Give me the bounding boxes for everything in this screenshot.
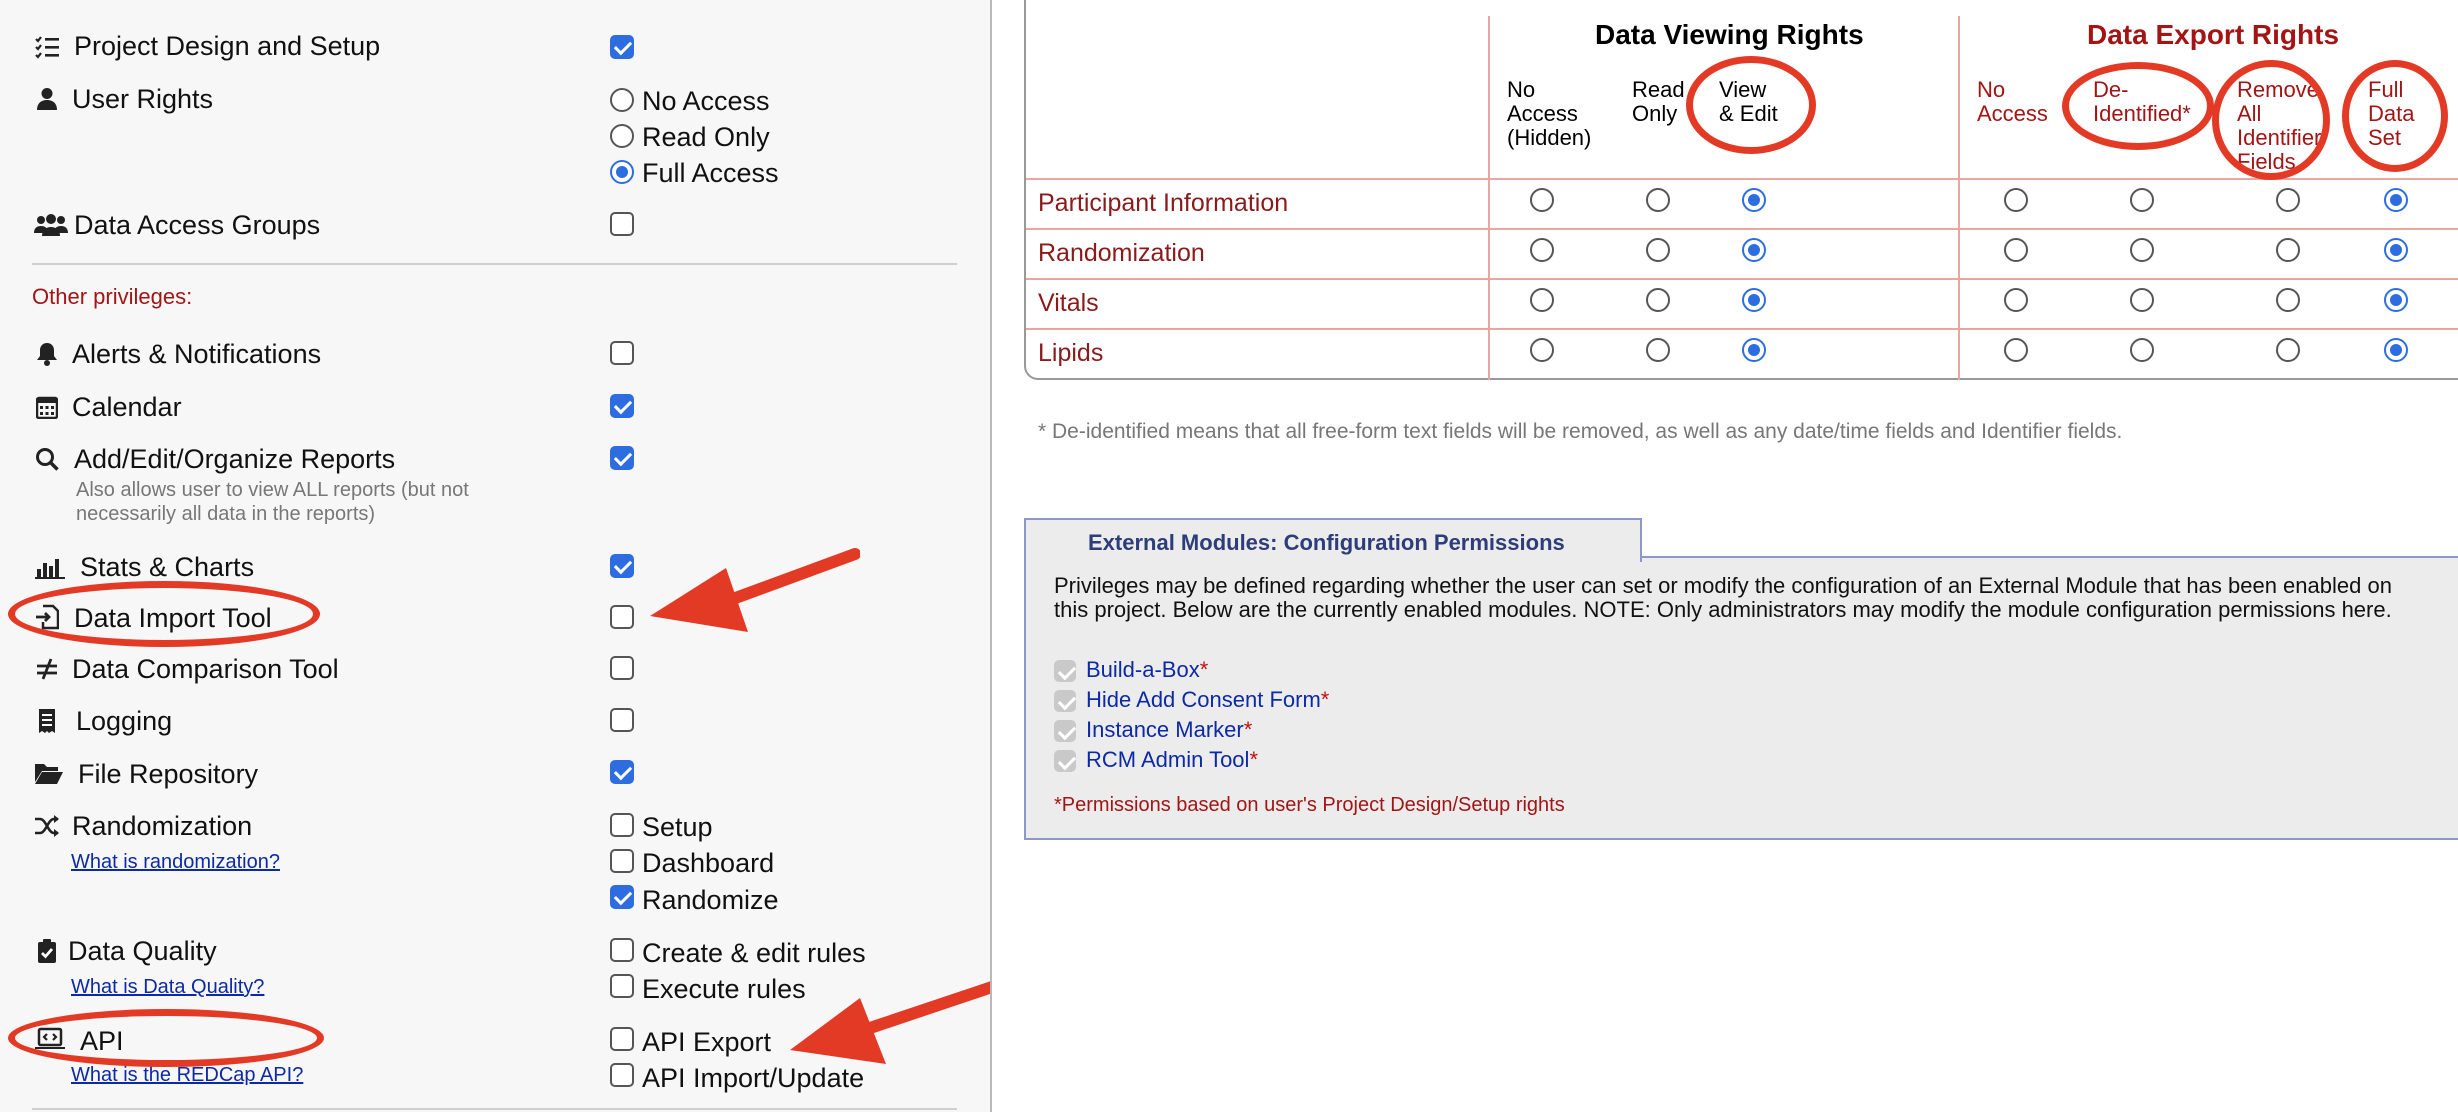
export-rights-radio[interactable] [2276, 288, 2300, 312]
module-checkbox [1054, 750, 1076, 772]
calendar-checkbox[interactable] [610, 394, 634, 418]
module-checkbox [1054, 660, 1076, 682]
module-asterisk: * [1243, 717, 1253, 742]
checkbox-label: API Import/Update [642, 1063, 865, 1093]
external-modules-description: Privileges may be defined regarding whether the user can set or modify the configuration of an External Module that has been enabled on this project. Below are the currently enabled modules. NOTE: Only administrators may modify the module configuration permissions here. [1054, 573, 2392, 622]
privilege-label: Stats & Charts [80, 552, 255, 582]
privilege-label: API [80, 1026, 124, 1056]
user-rights-no-access-radio[interactable] [610, 88, 634, 112]
privilege-label: Data Access Groups [74, 210, 321, 240]
reports-note: Also allows user to view ALL reports (but not necessarily all data in the reports) [76, 479, 469, 525]
alerts-checkbox[interactable] [610, 341, 634, 365]
col-header: Remove All Identifier Fields [2237, 77, 2322, 174]
privilege-label: User Rights [72, 84, 214, 114]
api-help-link[interactable]: What is the REDCap API? [71, 1064, 304, 1086]
logging-checkbox[interactable] [610, 708, 634, 732]
randomization-dashboard-checkbox[interactable] [610, 849, 634, 873]
randomization-randomize-checkbox[interactable] [610, 885, 634, 909]
viewing-rights-radio[interactable] [1646, 238, 1670, 262]
divider [32, 1108, 957, 1110]
rights-panel [992, 0, 2458, 1112]
radio-label: Full Access [642, 158, 779, 188]
table-divider [1026, 228, 2458, 230]
table-row-label: Vitals [1038, 289, 1099, 317]
deidentified-footnote: * De-identified means that all free-form text fields will be removed, as well as any date/time fields and Identifier fields. [1038, 420, 2123, 443]
col-header: No Access [1977, 77, 2048, 126]
export-rights-radio[interactable] [2004, 238, 2028, 262]
checkbox-label: Create & edit rules [642, 938, 866, 968]
checkbox-label: Execute rules [642, 974, 806, 1004]
annotation-arrow [780, 972, 992, 1072]
chart-icon [34, 554, 66, 580]
file-repository-checkbox[interactable] [610, 760, 634, 784]
col-header: No Access (Hidden) [1507, 77, 1592, 150]
export-rights-radio[interactable] [2004, 338, 2028, 362]
privilege-label: Project Design and Setup [74, 31, 381, 61]
export-rights-radio[interactable] [2004, 188, 2028, 212]
laptop-code-icon [34, 1026, 66, 1052]
table-row-label: Lipids [1038, 339, 1104, 367]
col-header: Read Only [1632, 77, 1685, 126]
annotation-arrow [640, 540, 860, 640]
privilege-label: Randomization [72, 811, 253, 841]
checkbox-label: API Export [642, 1027, 772, 1057]
data-access-groups-checkbox[interactable] [610, 212, 634, 236]
randomization-help-link[interactable]: What is randomization? [71, 851, 280, 873]
stats-checkbox[interactable] [610, 554, 634, 578]
user-icon [34, 86, 60, 112]
export-rights-radio[interactable] [2384, 188, 2408, 212]
viewing-rights-radio[interactable] [1646, 288, 1670, 312]
export-rights-radio[interactable] [2276, 238, 2300, 262]
table-divider [1026, 178, 2458, 180]
file-import-icon [34, 604, 60, 630]
table-divider [1026, 328, 2458, 330]
export-rights-radio[interactable] [2130, 338, 2154, 362]
receipt-icon [34, 708, 60, 734]
table-divider [1958, 16, 1960, 380]
checkbox-label: Dashboard [642, 848, 775, 878]
project-design-checkbox[interactable] [610, 35, 634, 59]
export-rights-radio[interactable] [2384, 338, 2408, 362]
api-export-checkbox[interactable] [610, 1027, 634, 1051]
export-rights-radio[interactable] [2384, 288, 2408, 312]
privilege-label: Add/Edit/Organize Reports [74, 444, 396, 474]
export-rights-radio[interactable] [2276, 188, 2300, 212]
viewing-rights-radio[interactable] [1742, 338, 1766, 362]
viewing-rights-radio[interactable] [1742, 188, 1766, 212]
radio-label: Read Only [642, 122, 770, 152]
export-rights-title: Data Export Rights [2087, 19, 2340, 50]
randomization-setup-checkbox[interactable] [610, 813, 634, 837]
user-rights-full-access-radio[interactable] [610, 160, 634, 184]
viewing-rights-radio[interactable] [1742, 238, 1766, 262]
module-asterisk: * [1249, 747, 1258, 772]
privilege-label: Data Import Tool [74, 603, 272, 633]
clipboard-check-icon [34, 938, 60, 964]
privilege-label: File Repository [78, 759, 259, 789]
data-comparison-checkbox[interactable] [610, 656, 634, 680]
tasks-icon [34, 34, 60, 60]
export-rights-radio[interactable] [2276, 338, 2300, 362]
col-header: View & Edit [1719, 77, 1778, 126]
viewing-rights-radio[interactable] [1742, 288, 1766, 312]
col-header: Full Data Set [2368, 77, 2415, 150]
dq-execute-checkbox[interactable] [610, 974, 634, 998]
col-header: De- Identified* [2093, 77, 2191, 126]
table-row-label: Participant Information [1038, 189, 1289, 217]
table-row-label: Randomization [1038, 239, 1205, 267]
privilege-label: Data Comparison Tool [72, 654, 339, 684]
external-modules-tab-label: External Modules: Configuration Permissions [1088, 530, 1565, 555]
privilege-label: Alerts & Notifications [72, 339, 322, 369]
export-rights-radio[interactable] [2384, 238, 2408, 262]
privilege-label: Logging [76, 706, 173, 736]
user-rights-read-only-radio[interactable] [610, 124, 634, 148]
viewing-rights-title: Data Viewing Rights [1595, 19, 1864, 50]
radio-label: No Access [642, 86, 770, 116]
module-asterisk: * [1199, 657, 1209, 682]
viewing-rights-radio[interactable] [1646, 188, 1670, 212]
module-name[interactable]: RCM Admin Tool* [1086, 747, 1258, 772]
module-checkbox [1054, 690, 1076, 712]
divider [32, 263, 957, 265]
data-import-checkbox[interactable] [610, 605, 634, 629]
checkbox-label: Randomize [642, 885, 779, 915]
reports-checkbox[interactable] [610, 446, 634, 470]
privilege-label: Data Quality [68, 936, 217, 966]
dq-create-edit-checkbox[interactable] [610, 938, 634, 962]
privilege-label: Calendar [72, 392, 182, 422]
bell-icon [34, 341, 60, 367]
modules-permission-note: *Permissions based on user's Project Design/Setup rights [1054, 794, 1565, 816]
viewing-rights-radio[interactable] [1530, 238, 1554, 262]
table-divider [1026, 278, 2458, 280]
api-import-checkbox[interactable] [610, 1063, 634, 1087]
module-asterisk: * [1320, 687, 1330, 712]
data-quality-help-link[interactable]: What is Data Quality? [71, 976, 265, 998]
module-name[interactable]: Hide Add Consent Form* [1086, 687, 1330, 712]
viewing-rights-radio[interactable] [1530, 338, 1554, 362]
export-rights-radio[interactable] [2130, 188, 2154, 212]
viewing-rights-radio[interactable] [1530, 288, 1554, 312]
viewing-rights-radio[interactable] [1646, 338, 1670, 362]
viewing-rights-radio[interactable] [1530, 188, 1554, 212]
module-name[interactable]: Instance Marker* [1086, 717, 1253, 742]
export-rights-radio[interactable] [2130, 288, 2154, 312]
other-privileges-heading: Other privileges: [32, 284, 193, 309]
users-icon [34, 212, 68, 238]
export-rights-radio[interactable] [2130, 238, 2154, 262]
module-name[interactable]: Build-a-Box* [1086, 657, 1209, 682]
table-divider [1488, 16, 1490, 380]
checkbox-label: Setup [642, 812, 713, 842]
privileges-panel [0, 0, 992, 1112]
folder-open-icon [34, 760, 64, 786]
module-checkbox [1054, 720, 1076, 742]
calendar-icon [34, 394, 60, 420]
not-equal-icon [34, 656, 60, 682]
shuffle-icon [34, 813, 60, 839]
export-rights-radio[interactable] [2004, 288, 2028, 312]
search-icon [34, 446, 60, 472]
